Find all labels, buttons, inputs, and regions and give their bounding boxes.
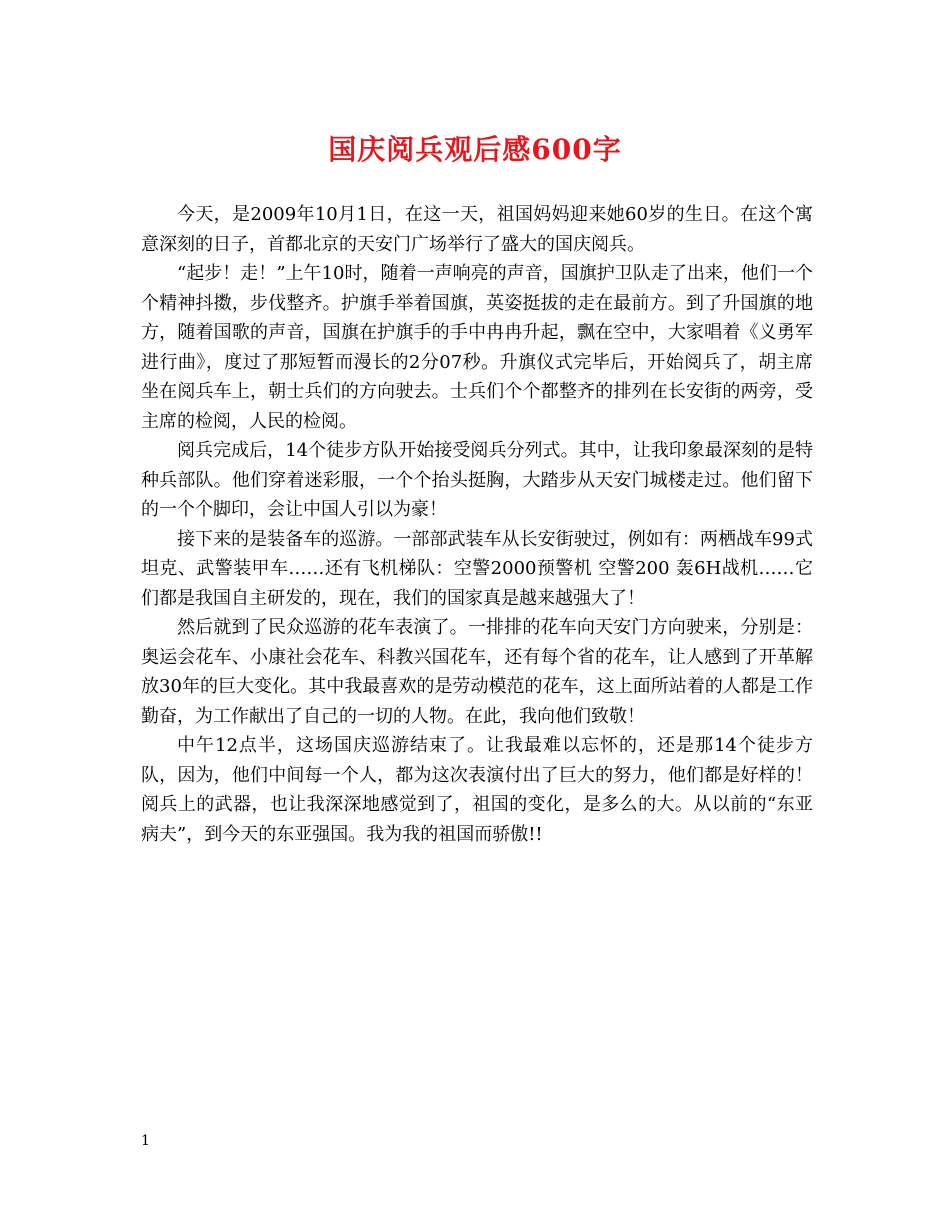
page-number: 1 xyxy=(141,1133,150,1149)
document-body xyxy=(141,200,813,849)
paragraph-3: 阅兵完成后，14个徒步方队开始接受阅兵分列式。其中，让我印象最深刻的是特种兵部队。他们穿着迷彩服，一个个抬头挺胸，大踏步从天安门城楼走过。他们留下的一个个脚印，会让中国人引以为豪！ xyxy=(141,440,813,520)
document-title: 国庆阅兵观后感600字 xyxy=(328,133,622,166)
paragraph-2: “起步！走！”上午10时，随着一声响亮的声音，国旗护卫队走了出来，他们一个个精神抖擞，步伐整齐。护旗手举着国旗，英姿挺拔的走在最前方。到了升国旗的地方，随着国歌的声音，国旗在护旗手的手中冉冉升起，飘在空中，大家唱着《义勇军进行曲》，度过了那短暂而漫长的2分07秒。升旗仪式完毕后，开始阅兵了，胡主席坐在阅兵车上，朝士兵们的方向驶去。士兵们个个都整齐的排列在长安街的两旁，受主席的检阅，人民的检阅。 xyxy=(141,263,813,432)
paragraph-6: 中午12点半，这场国庆巡游结束了。让我最难以忘怀的，还是那14个徒步方队，因为，他们中间每一个人，都为这次表演付出了巨大的努力，他们都是好样的！阅兵上的武器，也让我深深地感觉到了，祖国的变化，是多么的大。从以前的“东亚病夫”，到今天的东亚强国。我为我的祖国而骄傲!! xyxy=(141,735,813,845)
paragraph-5: 然后就到了民众巡游的花车表演了。一排排的花车向天安门方向驶来，分别是：奥运会花车、小康社会花车、科教兴国花车，还有每个省的花车，让人感到了开革解放30年的巨大变化。其中我最喜欢的是劳动模范的花车，这上面所站着的人都是工作勤奋，为工作献出了自己的一切的人物。在此，我向他们致敬！ xyxy=(141,617,813,727)
paragraph-1: 今天，是2009年10月1日，在这一天，祖国妈妈迎来她60岁的生日。在这个寓意深刻的日子，首都北京的天安门广场举行了盛大的国庆阅兵。 xyxy=(141,204,813,255)
paragraph-4: 接下来的是装备车的巡游。一部部武装车从长安街驶过，例如有：两栖战车99式坦克、武警装甲车……还有飞机梯队：空警2000预警机 空警200 轰6H战机……它们都是我国自主研发的，现在，我们的国家真是越来越强大了！ xyxy=(141,528,813,609)
